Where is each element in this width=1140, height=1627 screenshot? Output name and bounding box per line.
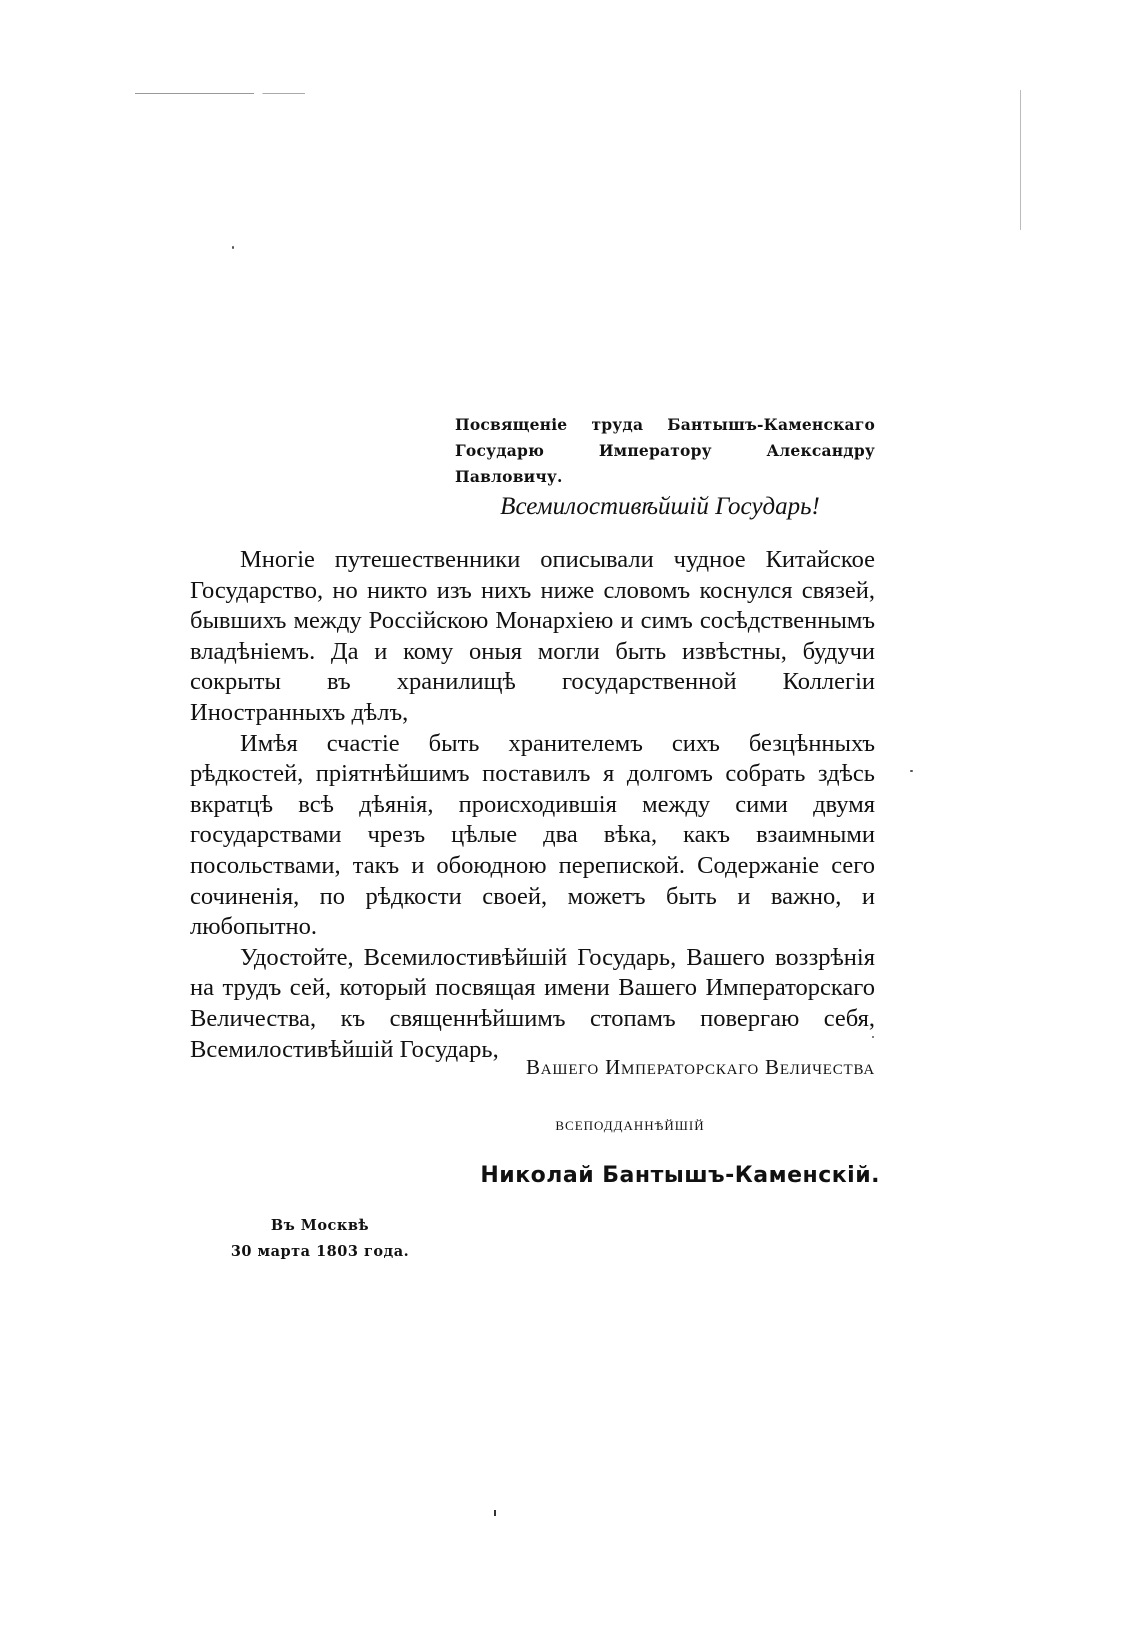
date: 30 марта 1803 года. — [230, 1243, 410, 1260]
salutation: Всемилостивѣйшій Государь! — [500, 493, 820, 520]
scan-artifact-dot — [232, 246, 234, 249]
signature: Николай Бантышъ-Каменскій. — [480, 1163, 880, 1188]
dedication-heading: Посвященіе труда Бантышъ-Каменскаго Государю Императору Александру Павловичу. — [455, 415, 875, 486]
body-paragraph: Имѣя счастіе быть хранителемъ сихъ безцѣнныхъ рѣдкостей, пріятнѣйшимъ поставилъ я долгомъ собрать здѣсь вкратцѣ всѣ дѣянія, происходившія между сими двумя государствами чрезъ цѣлые два вѣка, какъ взаимными посольствами, такъ и обоюдною перепиской. Содержаніе сего сочиненія, по рѣдкости своей, можетъ быть и важно, и любопытно. — [190, 729, 875, 941]
body-paragraph: Многіе путешественники описывали чудное Китайское Государство, но никто изъ нихъ ниже словомъ коснулся связей, бывшихъ между Россійскою Монархіею и симъ сосѣдственнымъ владѣніемъ. Да и кому оныя могли быть извѣстны, будучи сокрыты въ хранилищѣ государственной Коллегіи Иностранныхъ дѣлъ, — [190, 546, 875, 726]
place: Въ Москвѣ — [270, 1217, 370, 1234]
scan-artifact-mark — [494, 1510, 496, 1516]
closing-title: Вашего Императорскаго Величества — [525, 1055, 875, 1079]
closing-line: всеподданнѣйшій — [555, 1114, 705, 1135]
scan-artifact-dot — [910, 770, 913, 772]
place-date — [220, 1213, 420, 1265]
letter-body — [190, 545, 875, 1065]
scan-artifact-line — [135, 93, 305, 94]
body-paragraph: Удостойте, Всемилостивѣйшій Государь, Вашего воззрѣнія на трудъ сей, который посвящая имени Вашего Императорскаго Величества, къ священнѣйшимъ стопамъ повергаю себя, Всемилостивѣйшій Государь, — [190, 943, 875, 1063]
scan-artifact-edge — [1020, 90, 1021, 230]
